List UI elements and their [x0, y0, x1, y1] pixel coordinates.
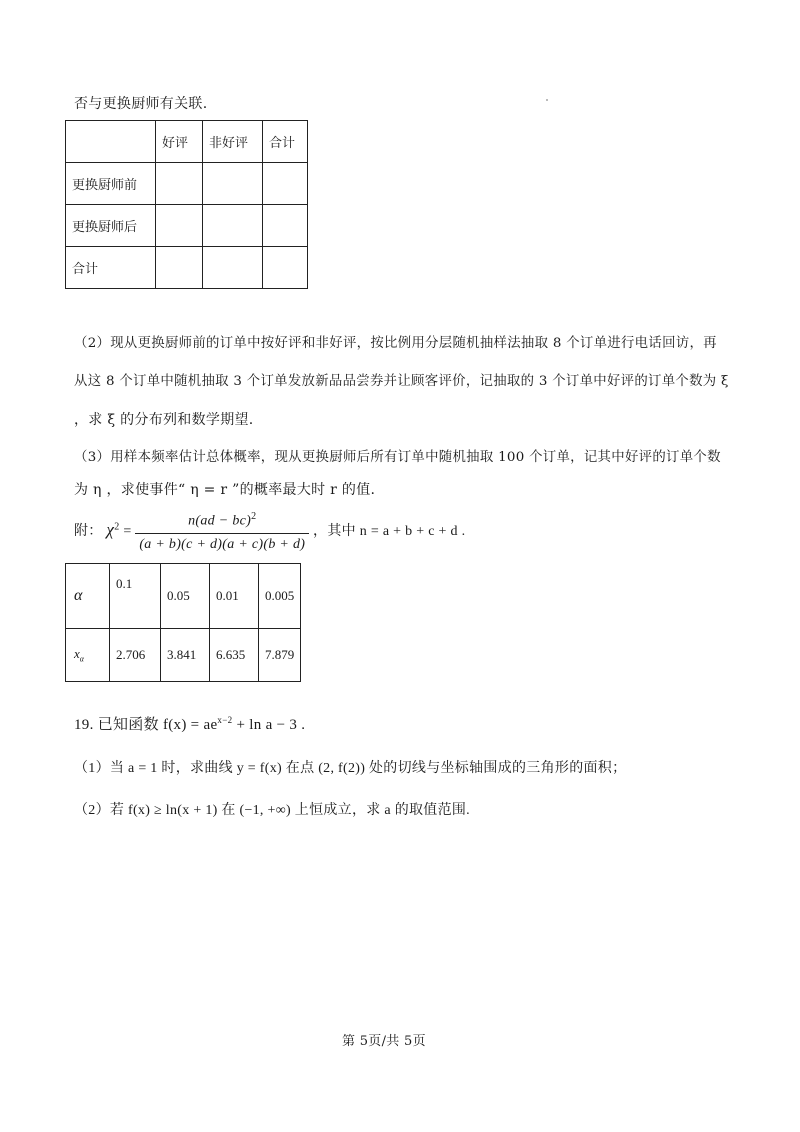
- q2-line1: （2）现从更换厨师前的订单中按好评和非好评，按比例用分层随机抽样法抽取 8 个订单进行电话回访，再: [74, 336, 717, 351]
- q2-line2: 从这 8 个订单中随机抽取 3 个订单发放新品品尝券并让顾客评价，记抽取的 3 个订单中好评的订单个数为 ξ: [74, 374, 729, 389]
- appendix-prefix: 附：: [74, 524, 103, 540]
- q3-line2: 为 η ，求使事件“ η = r ”的概率最大时 r 的值.: [74, 482, 376, 498]
- q3-line1: （3）用样本频率估计总体概率，现从更换厨师后所有订单中随机抽取 100 个订单，记其中好评的订单个数: [74, 450, 721, 465]
- alpha-label: α: [66, 564, 110, 629]
- x-alpha-label: $x_\alpha$: [66, 629, 110, 682]
- row-label: 更换厨师前: [66, 163, 156, 205]
- table-cell: [203, 163, 263, 205]
- table-header: 非好评: [203, 121, 263, 163]
- q19-part1: （1）当 a = 1 时，求曲线 y = f(x) 在点 (2, f(2)) 处的切线与坐标轴围成的三角形的面积；: [74, 761, 627, 776]
- table-cell: [66, 121, 156, 163]
- table-row: [66, 205, 308, 247]
- q19-part2: （2）若 f(x) ≥ ln(x + 1) 在 (−1, +∞) 上恒成立，求 a 的取值范围.: [74, 803, 470, 818]
- fraction-numerator: n(ad − bc)$^2$: [135, 511, 309, 534]
- chi-symbol: χ: [106, 520, 115, 540]
- q19-stem: 19. 已知函数 $f(x) = ae^{x-2} + \ln a - 3$ .: [74, 715, 306, 733]
- table-cell: [263, 247, 308, 289]
- table-cell: 0.05: [161, 564, 210, 629]
- table-row: [66, 629, 301, 682]
- row-label: 合计: [66, 247, 156, 289]
- page-footer: 第 5页/共 5页: [342, 1034, 426, 1049]
- fraction-denominator: (a + b)(c + d)(a + c)(b + d): [139, 536, 306, 552]
- table-row: [66, 121, 308, 163]
- table-cell: 0.005: [259, 564, 301, 629]
- table-row: [66, 163, 308, 205]
- table-cell: 6.635: [210, 629, 259, 682]
- table-cell: [156, 205, 203, 247]
- row-label: 更换厨师后: [66, 205, 156, 247]
- table-cell: 3.841: [161, 629, 210, 682]
- table-cell: 7.879: [259, 629, 301, 682]
- appendix-formula: 附： $\chi^2$ = $\frac{n(ad - bc)^2}{(a + b)(c + d)(a + c)(b + d)}$ ，其中 n = a + b + c + d .: [74, 511, 466, 552]
- table-cell: [156, 247, 203, 289]
- chi-square-fraction: [135, 511, 309, 553]
- contingency-table: [65, 120, 308, 289]
- intro-tail: 否与更换厨师有关联.: [74, 96, 208, 112]
- table-cell: [156, 163, 203, 205]
- q2-line3: ，求 ξ 的分布列和数学期望.: [74, 412, 254, 428]
- table-cell: [263, 205, 308, 247]
- table-header: 合计: [263, 121, 308, 163]
- table-cell: [263, 163, 308, 205]
- appendix-where: ，其中 n = a + b + c + d .: [313, 524, 466, 540]
- critical-value-table: [65, 563, 301, 682]
- table-row: [66, 564, 301, 629]
- table-header: 好评: [156, 121, 203, 163]
- table-cell: 0.1: [110, 564, 161, 629]
- scan-speck: [546, 99, 548, 101]
- table-cell: [203, 247, 263, 289]
- table-cell: 0.01: [210, 564, 259, 629]
- table-cell: [203, 205, 263, 247]
- table-cell: 2.706: [110, 629, 161, 682]
- table-row: [66, 247, 308, 289]
